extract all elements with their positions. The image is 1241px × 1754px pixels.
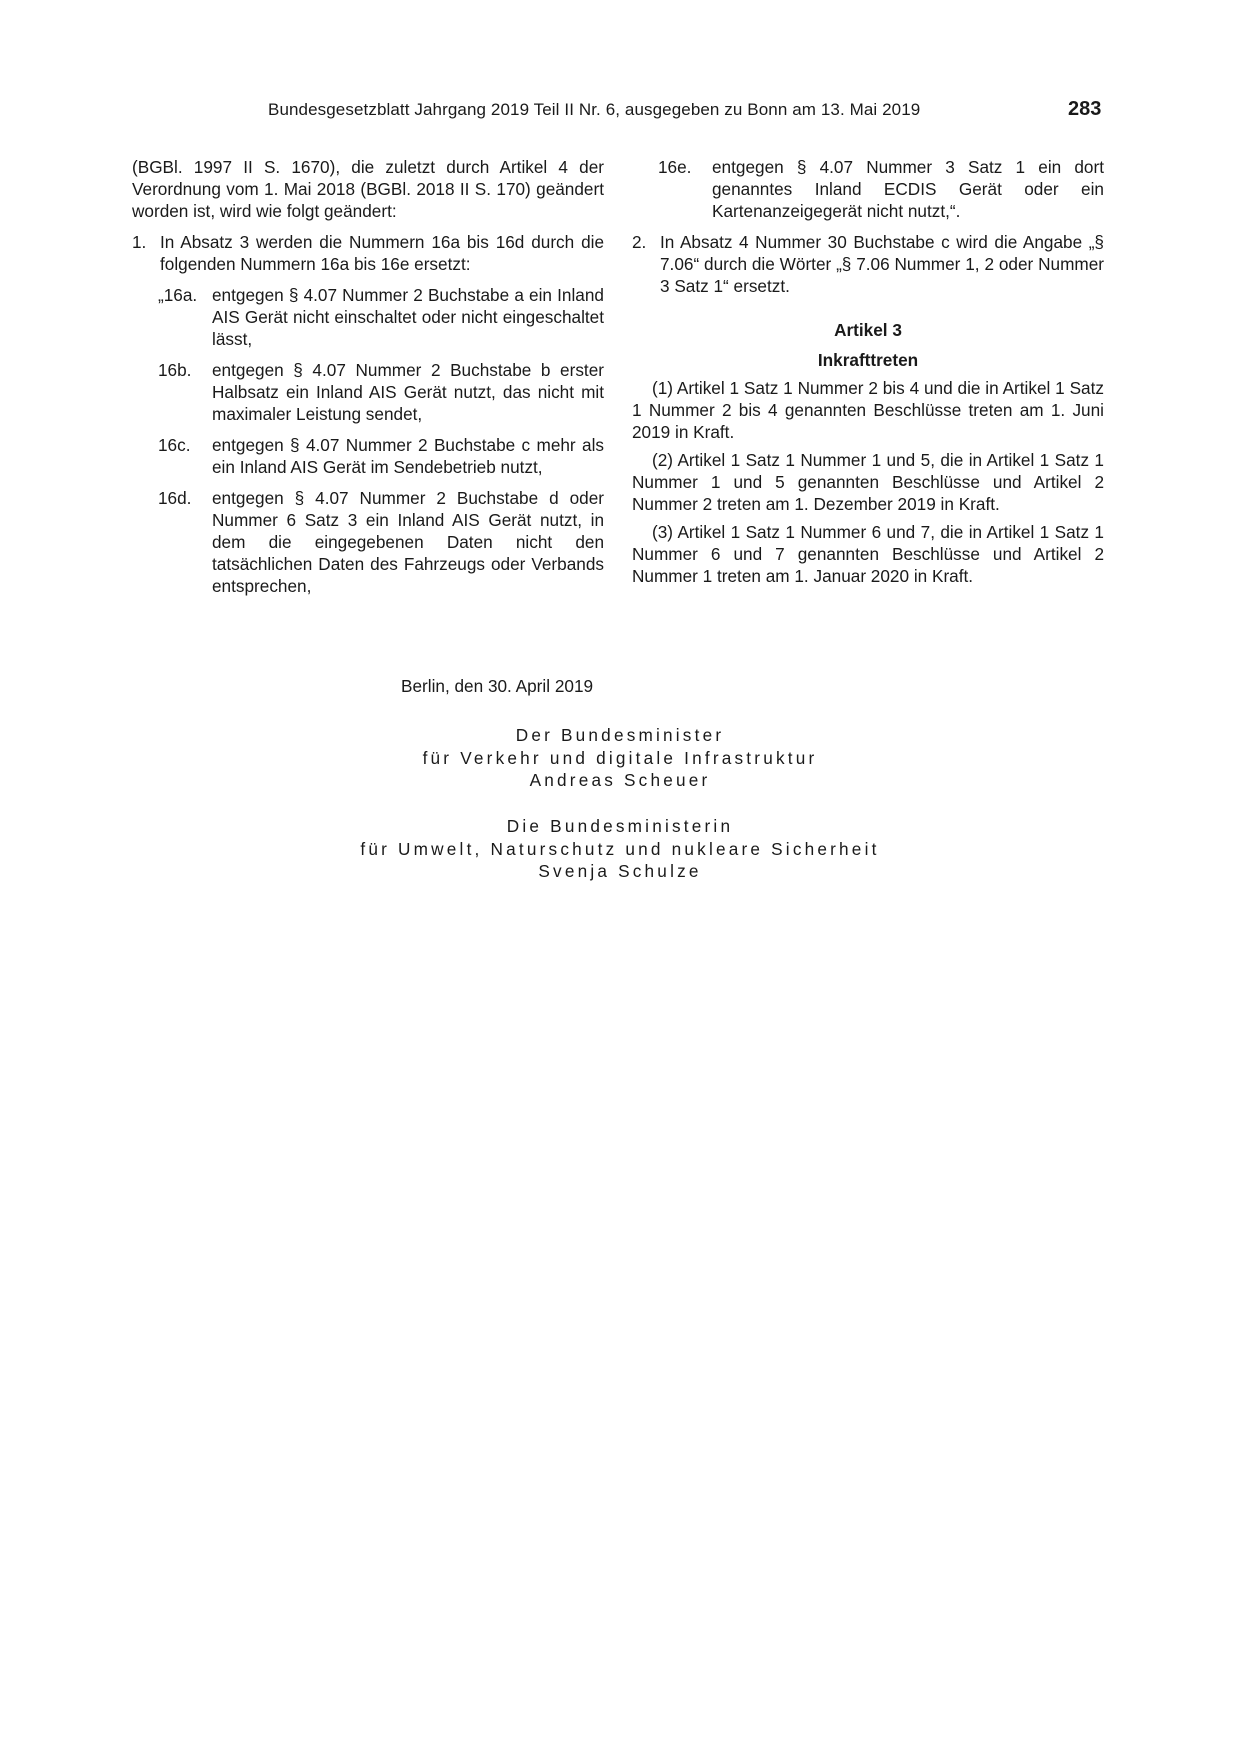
- right-column: [632, 156, 1104, 587]
- list-item: [658, 156, 1104, 222]
- signatory-role: Der Bundesminister: [515, 725, 725, 745]
- intro-paragraph: (BGBl. 1997 II S. 1670), die zuletzt durch Artikel 4 der Verordnung vom 1. Mai 2018 (BGBl. 2018 II S. 170) geändert worden ist, wird wie folgt geändert:: [132, 157, 604, 221]
- list-item-number: 1.: [132, 232, 147, 252]
- list-item-text: entgegen § 4.07 Nummer 3 Satz 1 ein dort genanntes Inland ECDIS Gerät oder ein Kartenanzeigegerät nicht nutzt,“.: [712, 157, 1104, 221]
- page-number: 283: [1068, 98, 1102, 120]
- subitem-list: [158, 284, 604, 597]
- article-title: Inkrafttreten: [817, 350, 919, 370]
- article-paragraph-2: (2) Artikel 1 Satz 1 Nummer 1 und 5, die in Artikel 1 Satz 1 Nummer 1 und 5 genannten Beschlüsse und Artikel 2 Nummer 2 treten am 1. Dezember 2019 in Kraft.: [632, 450, 1104, 514]
- list-item-number: 2.: [632, 232, 647, 252]
- list-item-text: entgegen § 4.07 Nummer 2 Buchstabe c mehr als ein Inland AIS Gerät im Sendebetrieb nutzt,: [212, 435, 604, 477]
- list-item-text: In Absatz 4 Nummer 30 Buchstabe c wird die Angabe „§ 7.06“ durch die Wörter „§ 7.06 Nummer 1, 2 oder Nummer 3 Satz 1“ ersetzt.: [660, 232, 1104, 296]
- list-item: [158, 434, 604, 478]
- list-item-number: „16a.: [158, 285, 198, 305]
- signatory-role: Die Bundesministerin: [506, 816, 734, 836]
- article-paragraph-3: (3) Artikel 1 Satz 1 Nummer 6 und 7, die in Artikel 1 Satz 1 Nummer 6 und 7 genannten Beschlüsse und Artikel 2 Nummer 1 treten am 1. Januar 2020 in Kraft.: [632, 522, 1104, 586]
- list-item-text: entgegen § 4.07 Nummer 2 Buchstabe b erster Halbsatz ein Inland AIS Gerät nutzt, das nicht mit maximaler Leistung sendet,: [212, 360, 604, 424]
- place-date: Berlin, den 30. April 2019: [401, 676, 594, 696]
- article-heading: Artikel 3: [834, 320, 902, 340]
- list-item-2: [632, 231, 1104, 297]
- signature-block-2: [220, 815, 1020, 883]
- list-item: [158, 359, 604, 425]
- list-item-text: entgegen § 4.07 Nummer 2 Buchstabe a ein Inland AIS Gerät nicht einschaltet oder nicht eingeschaltet lässt,: [212, 285, 604, 349]
- signatory-name: Svenja Schulze: [538, 861, 702, 881]
- list-item-number: 16b.: [158, 360, 192, 380]
- signatory-department: für Verkehr und digitale Infrastruktur: [422, 747, 818, 768]
- signatory-department: für Umwelt, Naturschutz und nukleare Sicherheit: [360, 838, 880, 859]
- subitem-list: [658, 156, 1104, 222]
- list-item-number: 16c.: [158, 435, 191, 455]
- list-item-text: In Absatz 3 werden die Nummern 16a bis 16d durch die folgenden Nummern 16a bis 16e ersetzt:: [160, 232, 604, 274]
- list-item-number: 16d.: [158, 488, 192, 508]
- signature-block-1: [220, 724, 1020, 792]
- running-header: Bundesgesetzblatt Jahrgang 2019 Teil II Nr. 6, ausgegeben zu Bonn am 13. Mai 2019: [268, 100, 921, 119]
- list-item-1: [132, 231, 604, 275]
- list-item: [158, 284, 604, 350]
- list-item-number: 16e.: [658, 157, 692, 177]
- list-item-text: entgegen § 4.07 Nummer 2 Buchstabe d oder Nummer 6 Satz 3 ein Inland AIS Gerät nutzt, in dem die eingegebenen Daten nicht den tatsächlichen Daten des Fahrzeugs oder Verbands entsprechen,: [212, 488, 604, 596]
- left-column: [132, 156, 604, 597]
- article-paragraph-1: (1) Artikel 1 Satz 1 Nummer 2 bis 4 und die in Artikel 1 Satz 1 Nummer 2 bis 4 genannten Beschlüsse treten am 1. Juni 2019 in Kraft.: [632, 378, 1104, 442]
- signatory-name: Andreas Scheuer: [529, 770, 711, 790]
- list-item: [158, 487, 604, 597]
